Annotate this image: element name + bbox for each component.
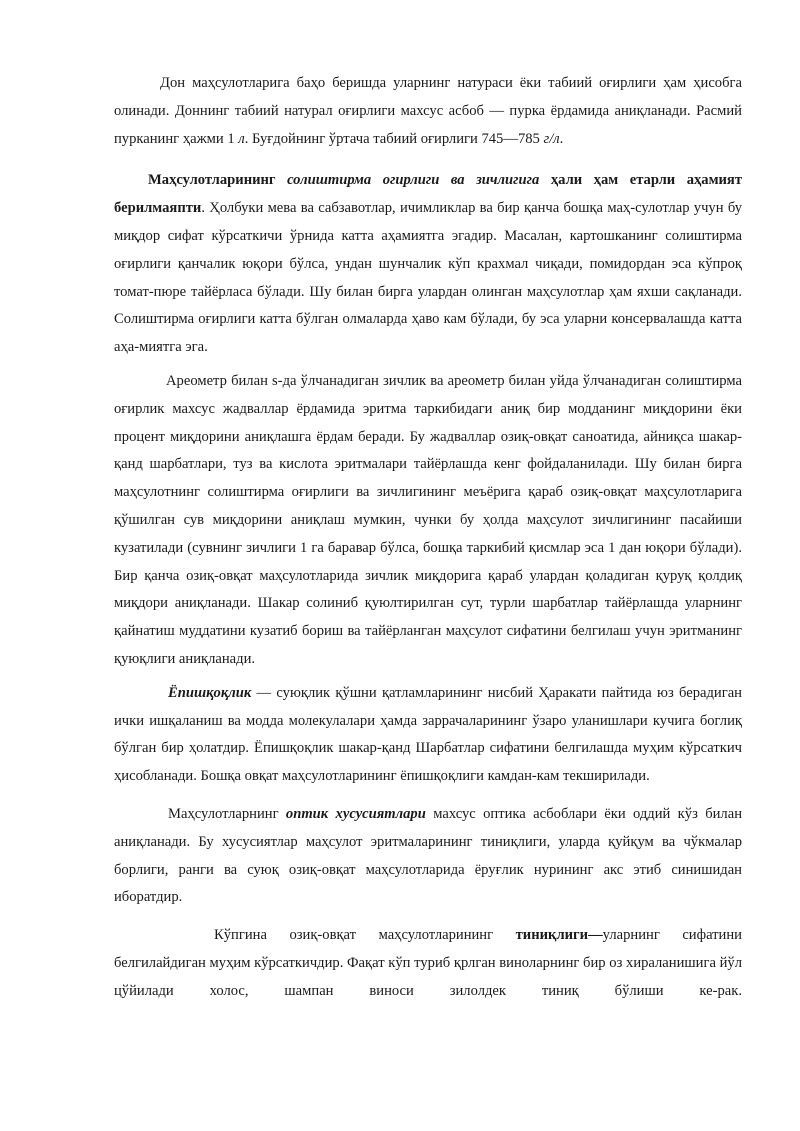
paragraph-text: махсус оптика асбоблари ёки оддий кўз билан аниқланади. Бу хусусиятлар маҳсулот эритмаларининг тиниқлиги, уларда қуйқум ва чўкмалар борлиги, ранги ва суюқ озиқ-овқат маҳсулотларида ёруғлик нурининг акс этиб синишидан иборатдир. — [114, 805, 742, 906]
unit-gram-per-litre: г/л — [543, 130, 560, 147]
paragraph-optical-properties — [114, 801, 742, 912]
paragraph-grain-natura — [114, 70, 742, 153]
bold-text: Маҳсулотларининг — [148, 172, 288, 189]
paragraph-text: уларнинг сифатини белгилайдиган муҳим кўрсаткичдир. Фақат кўп туриб қрлган виноларнинг бир оз хираланишига йўл цўйилади холос, шампан виноси зилолдек тиниқ бўлиши ке-рак. — [114, 927, 742, 999]
term-specific-gravity: солиштирма огирлиги ва зичлигига — [287, 172, 540, 189]
bold-text: ҳали ҳам етарли аҳамият берилмаяпти — [114, 172, 743, 217]
paragraph-text: — суюқлик қўшни қатламларининг нисбий Ҳаракати пайтида юз берадиган ички ишқаланиш ва модда молекулалари ҳамда заррачаларининг ўзаро уланишлари кучига боглиқ бўлган бир ҳолатдир. Ёпишқоқлик шакар-қанд Шарбатлар сифатини белгилашда муҳим кўрсаткич ҳисобланади. Бошқа овқат маҳсулотларининг ёпишқоқлиги камдан-кам текширилади. — [114, 684, 742, 785]
paragraph-viscosity — [114, 680, 742, 791]
term-optical-properties: оптик хусусиятлари — [285, 805, 426, 822]
paragraph-text: Кўпгина озиқ-овқат маҳсулотларининг — [214, 927, 516, 944]
paragraph-text: . Ҳолбуки мева ва сабзавотлар, ичимликлар ва бир қанча бошқа маҳ-сулотлар учун бу миқдор сифат кўрсаткичи ўрнида катта аҳамиятга эгадир. Масалан, картошканинг солиштирма оғирлиги қанчалик юқори бўлса, ундан шунчалик кўп крахмал чиқади, помидордан эса кўпроқ томат-пюре тайёрласа бўлади. Шу билан бирга улардан олинган маҳсулотлар ҳам яхши сақланади. Солиштирма оғирлиги катта бўлган олмаларда ҳаво кам бўлади, бу эса уларни консервалашда катта аҳа-миятга эга. — [114, 200, 742, 356]
paragraph-clarity — [114, 922, 742, 1005]
paragraph-specific-gravity — [114, 167, 742, 362]
paragraph-areometer — [114, 368, 742, 674]
paragraph-text: . — [559, 130, 564, 147]
paragraph-text: Дон маҳсулотларига баҳо беришда уларнинг натураси ёки табиий оғирлиги ҳам ҳисобга олинади. Доннинг табиий натурал оғирлиги махсус асбоб — пурка ёрдамида аниқланади. Расмий пурканинг ҳажми 1 — [114, 75, 742, 147]
term-viscosity: Ёпишқоқлик — [168, 684, 252, 701]
unit-litre: л — [238, 130, 245, 147]
document-body — [114, 70, 742, 1006]
paragraph-text: Маҳсулотларнинг — [168, 805, 286, 822]
paragraph-text: . Буғдойнинг ўртача табиий оғирлиги 745—785 — [244, 130, 544, 147]
paragraph-text: Ареометр билан s-да ўлчанадиган зичлик ва ареометр билан уйда ўлчанадиган солиштирма оғирлик махсус жадваллар ёрдамида эритма таркибидаги аниқ бир модданинг миқдорини ёки процент миқдорини аниқлашга ёрдам беради. Бу жадваллар озиқ-овқат саноатида, айниқса шакар-қанд шарбатлари, туз ва кислота эритмалари тайёрлашда кенг фойдаланилади. Шу билан бирга маҳсулотнинг солиштирма оғирлиги ва зичлигининг меъёрига қараб озиқ-овқат маҳсулотларига қўшилган сув миқдорини аниқлаш мумкин, чунки бу ҳолда маҳсулот зичлигининг пасайиши кузатилади (сувнинг зичлиги 1 га баравар бўлса, бошқа таркибий қисмлар эса 1 дан юқори бўлади). Бир қанча озиқ-овқат маҳсулотларида зичлик миқдорига қараб улардан қоладиган қуруқ қолдиқ миқдори аниқланади. Шакар солиниб қуюлтирилган сут, турли шарбатлар тайёрлашда уларнинг қайнатиш муддатини кузатиб бориш ва тайёрланган маҳсулот сифатини белгилаш учун эритманинг қуюқлиги аниқланади. — [114, 372, 742, 667]
term-clarity: тиниқлиги— — [515, 927, 603, 944]
